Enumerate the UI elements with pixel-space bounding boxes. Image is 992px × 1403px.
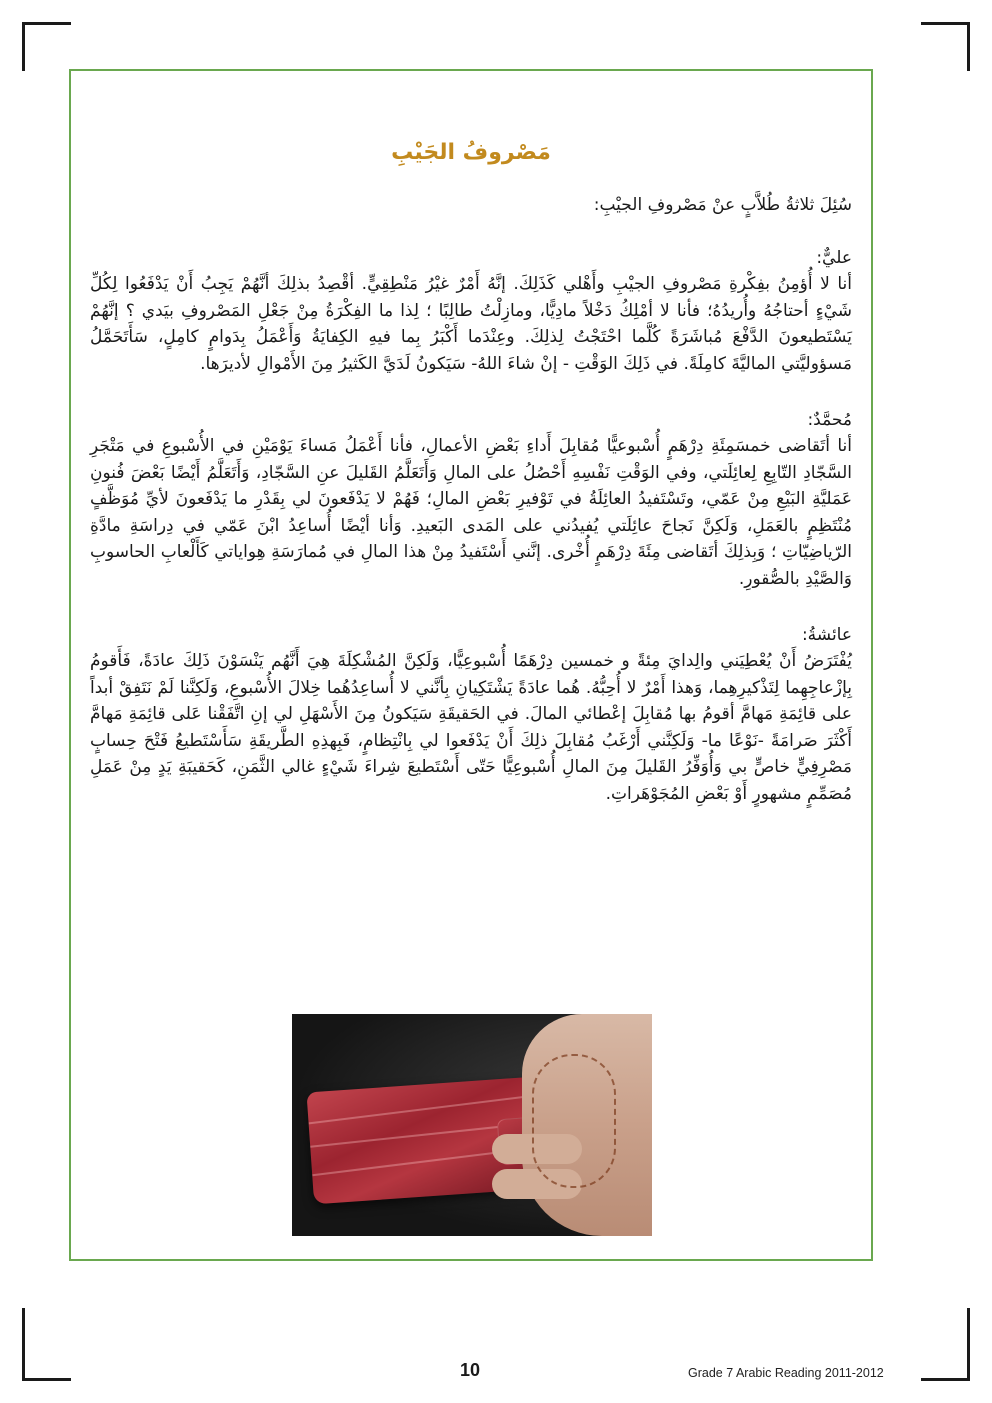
- section-ali: [90, 245, 852, 377]
- speaker-text: أنا أتَقاضى خمسَمِئَةِ دِرْهَمٍ أُسْبوعيًّا مُقابِلَ أَداءِ بَعْضِ الأعمالِ، فأنا أَعْمَلُ مَساءَ يَوْمَيْنِ في الأُسْبوعِ في مَتْجَرِ السَّجّادِ التّابِعِ لِعائِلَتي، وفي الوَقْتِ نَفْسِهِ أَحْصُلُ على المالِ وَأَتَعَلَّمُ القَليلَ عنِ السَّجّادِ، وَأَتَعَلَّمُ أَيْضًا بَعْضَ فُنونِ عَمَليَّةِ البَيْعِ مِنْ عَمّي، وتَسْتَفيدُ العائِلَةُ في تَوْفيرِ بَعْضِ المالِ؛ فَهُمْ لا يَدْفَعونَ لي بِقَدْرِ ما يَدْفَعونَ لأيِّ مُوَظَّفٍ مُنْتَظِمٍ بالعَمَلِ، وَلَكِنَّ نَجاحَ عائِلَتي يُفيدُني على المَدى البَعيدِ. وَأنا أيْضًا أُساعِدُ ابْنَ عَمّي في دِراسَةِ مادَّةِ الرّياضِيّاتِ ؛ وَبِذلِكَ أتَقاضى مِئَةَ دِرْهَمٍ أُخْرى. إنَّني أَسْتَفيدُ مِنْ هذا المالِ في مُمارَسَةِ هِواياتي كَأَلْعابِ الحاسوبِ وَالصَّيْدِ بالصُّقورِ.: [90, 436, 852, 589]
- wallet-photo: [292, 1014, 652, 1236]
- speaker-text: أنا لا أُؤمِنُ بفِكْرةِ مَصْروفِ الجيْبِ وأَهْلي كَذَلِكَ. إنَّهُ أَمْرٌ غيْرُ مَنْطِقِيٍّ. أقْصِدُ بذلِكَ أنَّهُمْ يَجِبُ أَنْ يَدْفَعُوا لِكُلِّ شَيْءٍ أحتاجُهُ وأُريدُهُ؛ فأنا لا أمْلِكُ دَخْلاً مادِيًّا، ومازِلْتُ طالِبًا ؛ لِذا ما الفِكْرَةُ مِنْ جَعْلِ المَصْروفِ بيَدي ؟ إنَّهُمْ يَسْتَطيعونَ الدَّفْعَ مُباشَرَةً كُلَّما احْتَجْتُ لِذلِكَ. وعِنْدَما أَكْبَرُ بِما فيهِ الكِفايَةُ وَأَعْمَلُ بِدَوامٍ كامِلٍ، سَأَتَحَمَّلُ مَسؤوليَّتي الماليَّةَ كامِلَةً. في ذَلِكَ الوَقْتِ - إنْ شاءَ اللهُ- سَيَكونُ لَدَيَّ الكَثيرُ مِنَ الأَمْوالِ لأديرَها.: [90, 274, 852, 374]
- footer-text: Grade 7 Arabic Reading 2011-2012: [688, 1366, 884, 1380]
- speaker-name: عليٌّ:: [816, 248, 852, 268]
- speaker-name: مُحمَّدٌ:: [807, 410, 852, 430]
- henna-pattern: [532, 1054, 616, 1188]
- page-number: 10: [460, 1360, 481, 1380]
- intro-text: سُئِلَ ثلاثةُ طُلاَّبٍ عنْ مَصْروفِ الجيْبِ:: [593, 195, 852, 215]
- crop-mark-bottom-left: [22, 1308, 71, 1381]
- section-aisha: [90, 622, 852, 807]
- crop-mark-top-right: [921, 22, 970, 71]
- page-title: مَصْروفُ الجَيْبِ: [391, 140, 551, 165]
- article: [90, 130, 852, 837]
- speaker-text: يُفْتَرَضُ أَنْ يُعْطِيَني والِدايَ مِئةً و خمسين دِرْهَمًا أُسْبوعِيًّا، وَلَكِنَّ المُشْكِلَةَ هِيَ أَنَّهُم يَنْسَوْنَ ذَلِكَ عادَةً، فَأَقومُ بِإزْعاجِهِما لِتَذْكيرِهِما، وَهذا أَمْرٌ لا أُحِبُّهُ. هُما عادَةً يَشْتَكِيانِ بِأنَّني لا أُساعِدُهُما خِلالَ الأُسْبوعِ، وَلَكِنَّنا لَمْ نَتَفِقْ أبداً على قائِمَةِ مَهامَّ أقومُ بها مُقابِلَ إعْطائي المالَ. في الحَقيقَةِ سَيَكونُ مِنَ الأَسْهَلِ لي إنِ اتَّفَقْنا عَلى قائِمَةِ مَهامَّ أَكْثَرَ صَرامَةً -نَوْعًا ما- وَلَكِنَّني أَرْغَبُ مُقابِلَ ذلِكَ أَنْ يَدْفَعوا لي بِانْتِظامٍ، فَبِهذِهِ الطَّريقَةِ سَأَسْتَطيعُ فَتْحَ حِسابٍ مَصْرِفِيٍّ خاصٍّ بي وَأُوَفِّرُ القَليلَ مِنَ المالِ أُسْبوعِيًّا حَتّى أَسْتَطيعَ شِراءَ شَيْءٍ غالي الثَّمَنِ، كَحَقيبَةِ يَدٍ مِنْ عَمَلِ مُصَمِّمٍ مشهورٍ أَوْ بَعْضِ المُجَوْهَراتِ.: [90, 651, 852, 804]
- hand-icon: [522, 1014, 652, 1236]
- section-mohammed: [90, 407, 852, 592]
- speaker-name: عائشةُ:: [801, 625, 852, 645]
- crop-mark-top-left: [22, 22, 71, 71]
- crop-mark-bottom-right: [921, 1308, 970, 1381]
